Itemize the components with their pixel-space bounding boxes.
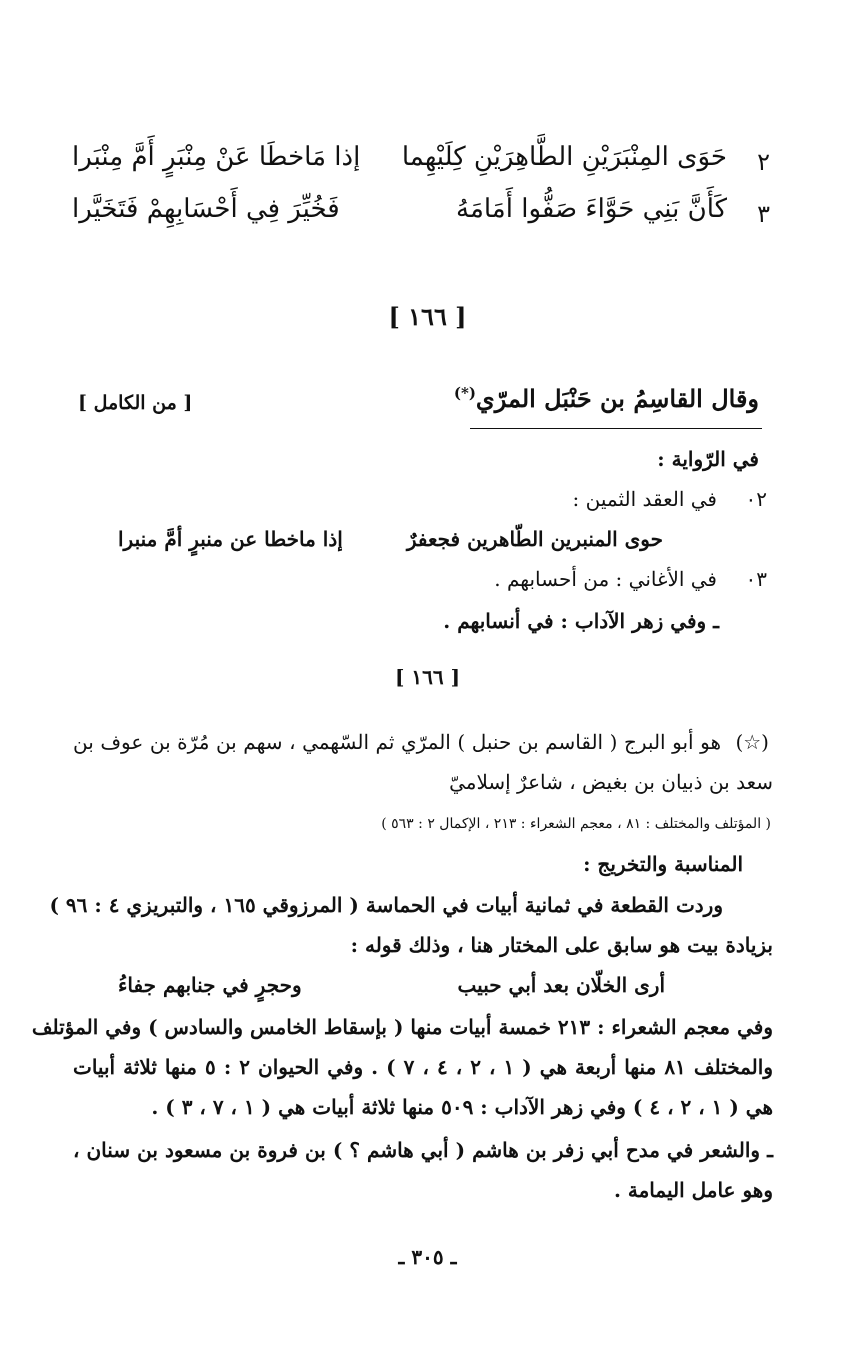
verse-number: ٣	[757, 200, 770, 228]
munasaba-line: وردت القطعة في ثمانية أبيات في الحماسة ( المرزوقي ١٦٥ ، والتبريزي ٤ : ٩٦ )	[49, 893, 723, 917]
bio-references: ( المؤتلف والمختلف : ٨١ ، معجم الشعراء : ٢١٣ ، الإكمال ٢ : ٥٦٣ )	[381, 816, 771, 832]
meter-label: [ من الكامل ]	[78, 392, 193, 414]
poem-title	[454, 384, 759, 413]
notes-heading: [ ١٦٦ ]	[394, 665, 461, 689]
verse-hemistich-first: كَأَنَّ بَنِي حَوَّاءَ صَفُّوا أَمَامَهُ	[456, 194, 727, 224]
riwaya-item-text: في العقد الثمين :	[572, 487, 717, 511]
footnote-marker: (*)	[453, 384, 476, 402]
verse-hemistich-second: إذا مَاخطَا عَنْ مِنْبَرٍ أَمَّ مِنْبَرا	[72, 142, 361, 172]
quoted-verse-first: أرى الخلّان بعد أبي حبيب	[457, 973, 665, 997]
bio-marker: (☆)	[735, 730, 769, 754]
quoted-verse-second: وحجرٍ في جنابهم جفاءُ	[118, 973, 302, 997]
munasaba-heading: المناسبة والتخريج :	[583, 852, 743, 876]
riwaya-item-number: ٠٣	[745, 567, 767, 591]
verse-hemistich-second: فَخُيِّرَ فِي أَحْسَابِهِمْ فَتَخَيَّرا	[72, 194, 340, 224]
title-rule	[470, 428, 762, 429]
section-heading: [ ١٦٦ ]	[388, 302, 467, 331]
munasaba-line: والمختلف ٨١ منها أربعة هي ( ١ ، ٢ ، ٤ ، ٧ ) . وفي الحيوان ٢ : ٥ منها ثلاثة أبيات	[73, 1055, 773, 1079]
bio-line: هو أبو البرج ( القاسم بن حنبل ) المرّي ثم السّهمي ، سهم بن مُرّة بن عوف بن	[73, 730, 721, 754]
munasaba-line: بزيادة بيت هو سابق على المختار هنا ، وذلك قوله :	[350, 933, 773, 957]
munasaba-line: ـ والشعر في مدح أبي زفر بن هاشم ( أبي هاشم ؟ ) بن فروة بن مسعود بن سنان ،	[73, 1138, 773, 1162]
riwaya-extra: ـ وفي زهر الآداب : في أنسابهم .	[443, 609, 719, 633]
riwaya-item-text: في الأغاني : من أحسابهم .	[494, 567, 717, 591]
munasaba-line: هي ( ١ ، ٢ ، ٤ ) وفي زهر الآداب : ٥٠٩ منها ثلاثة أبيات هي ( ١ ، ٧ ، ٣ ) .	[151, 1095, 773, 1119]
verse-hemistich-first: حَوَى المِنْبَرَيْنِ الطَّاهِرَيْنِ كِلَيْهِما	[401, 142, 727, 172]
bio-line: سعد بن ذبيان بن بغيض ، شاعرٌ إسلاميّ	[449, 770, 773, 794]
riwaya-item-number: ٠٢	[745, 487, 767, 511]
page-number: ـ ٣٠٥ ـ	[398, 1245, 457, 1269]
riwaya-heading: في الرّواية :	[657, 447, 759, 471]
verse-number: ٢	[757, 148, 770, 176]
munasaba-line: وفي معجم الشعراء : ٢١٣ خمسة أبيات منها ( بإسقاط الخامس والسادس ) وفي المؤتلف	[31, 1015, 773, 1039]
munasaba-line: وهو عامل اليمامة .	[613, 1178, 773, 1202]
riwaya-quote-first: حوى المنبرين الطّاهرين فجعفرٌ	[406, 527, 663, 551]
poem-title-text: وقال القاسِمُ بن حَنْبَل المرّي	[475, 384, 759, 413]
riwaya-quote-second: إذا ماخطا عن منبرٍ أمَّ منبرا	[118, 527, 343, 551]
